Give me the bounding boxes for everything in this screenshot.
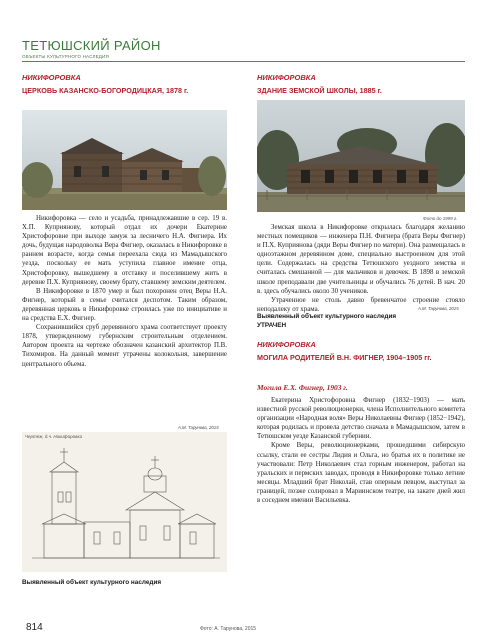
header-divider [22,61,465,62]
paragraph: Никифоровка — село и усадьба, принадлежавшие в сер. 19 в. Х.П. Куприянову, который отдал их дочери Екатерине Христофоровне при выходе замуж за лесничего Н.А. Фигнера. Их дочь, будущая народоволка Вера Фигнер, оказалась в Никифоровке в раннем возрасте, когда семья переехала сюда из Мамадышского уезда, поскольку ее мать уступила главное имение отца, Христофоровку, вышедшему в отставку и поселившему жить в деревне П.Х. Куприянову, своему брату, ставшему земским деятелем. [22,215,227,286]
paragraph: Земская школа в Никифоровке открылась благодаря желанию местных помещиков — инженера П.Н. Фигнера (брата Веры Фигнер) и П.Х. Куприянова (дяди Веры Фигнер по матери). Она размещалась в одноэтажном деревянном доме, специально выстроенном для этой цели. Содержалась на средства Тетюшского уездного земства и считалась смешанной — для мальчиков и девочек. В 1898 в земской школе преподавали две учительницы и обучались 76 детей. В нач. 20 в. здесь обучались около 30 учеников. [257,224,465,295]
paragraph: Утраченное не столь давно бревенчатое строение стояло неподалеку от храма. [257,296,465,313]
right-section-label-2: НИКИФОРОВКА [257,340,316,349]
paragraph: В Никифоровке в 1870 умер и был похоронен отец Веры Н.А. Фигнер, который в семье считался деспотом. Таким образом, деревянная церковь в Никифоровке строилась уже по инициативе и на средства Е.Х. Фигнер. [22,287,227,323]
chapter-title: ТЕТЮШСКИЙ РАЙОН [22,38,161,53]
right-article-2-subheading: Могила Е.Х. Фигнер, 1903 г. [257,383,348,392]
paragraph: Сохранившийся сруб деревянного храма соответствует проекту 1878, утвержденному губернским строительным отделением. Автором проекта на чертеже обозначен казанский архитектор П.В. Тихомиров. На данный момент утрачены колокольня, завершение центрального объема. [22,324,227,368]
page-number: 814 [26,622,43,633]
right-1-status: Выявленный объект культурного наследия [257,313,397,320]
left-signature: А.М. Тарунова, 2015 [178,425,219,430]
drawing-caption: Чертеж, д.ч. Никифоровка [25,434,83,439]
left-section-label: НИКИФОРОВКА [22,73,81,82]
right-article-2-body [257,396,465,505]
right-article-1-heading: ЗДАНИЕ ЗЕМСКОЙ ШКОЛЫ, 1885 г. [257,86,382,95]
right-article-1-body [257,223,465,314]
left-status: Выявленный объект культурного наследия [22,579,162,586]
church-drawing [22,432,227,572]
paragraph: Екатерина Христофоровна Фигнер (1832−1903) — мать известной русской революционерки, члена Исполнительного комитета организации «Народная воля» Веры Николаевны Фигнер (1852−1942), которая родилась и провела детство сначала в Мамадышском, затем в Тетюшском уезде Казанской губернии. [257,397,465,441]
right-section-label-1: НИКИФОРОВКА [257,73,316,82]
chapter-subtitle: ОБЪЕКТЫ КУЛЬТУРНОГО НАСЛЕДИЯ [22,54,109,59]
left-article-heading: ЦЕРКОВЬ КАЗАНСКО-БОГОРОДИЦКАЯ, 1878 г. [22,86,189,95]
paragraph: Кроме Веры, революционерками, прошедшими сибирскую ссылку, стали ее сестры Лидия и Ольга, но братья их в политике не участвовали: Петр Николаевич стал горным инженером, работал на уральских и пермских заводах, проводя в Никифоровке только летние месяцы. Младший брат Николай, став оперным певцом, выступал за границей, позже солировал в Мариинском театре, на закате дней жил в соседнем имении Васильевка. [257,442,465,505]
school-photo [257,100,465,212]
right-1-status-lost: УТРАЧЕН [257,322,287,329]
photo-credit: Фото: А. Тарунова, 2015 [200,626,257,632]
left-article-body [22,214,227,369]
church-photo [22,110,227,210]
right-article-2-heading: МОГИЛА РОДИТЕЛЕЙ В.Н. ФИГНЕР, 1904–1905 гг. [257,353,432,362]
school-photo-caption: Фото до 1999 г. [423,216,458,221]
right-1-signature: А.М. Тарунова, 2015 [418,306,459,311]
